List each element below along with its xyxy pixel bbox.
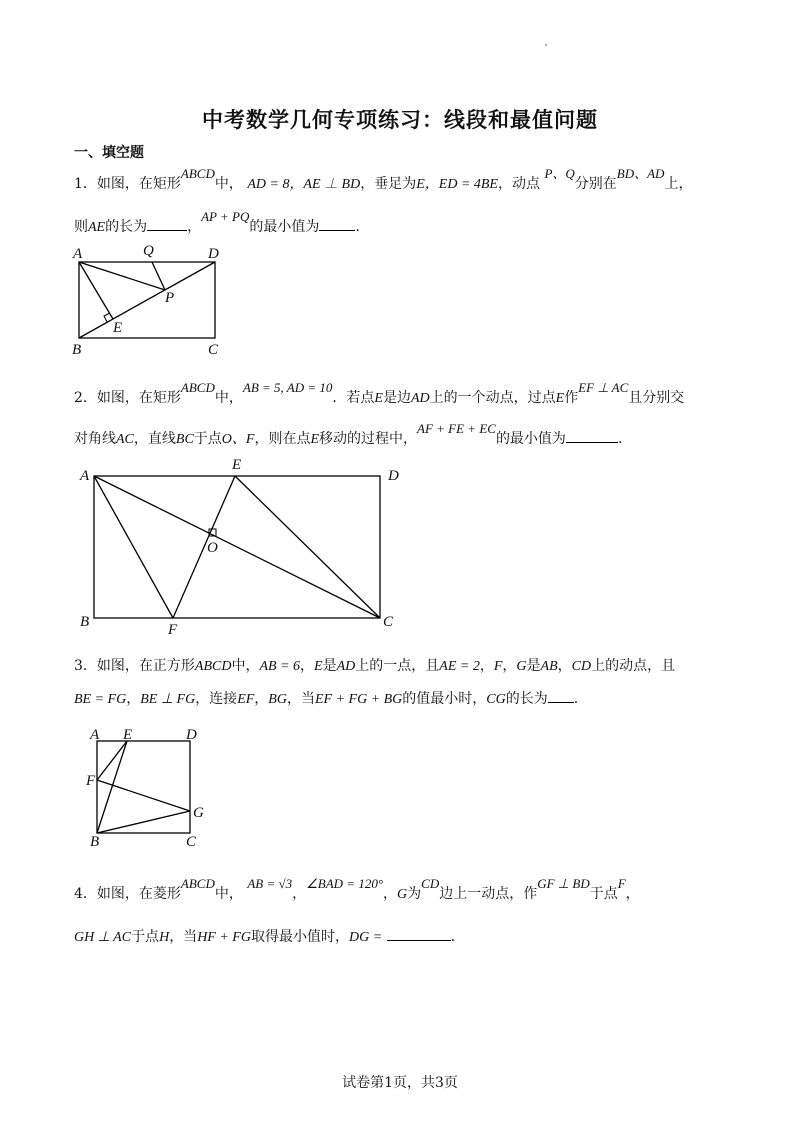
q4-line2: GH ⊥ AC于点H，当HF + FG取得最小值时，DG = . bbox=[74, 926, 455, 948]
q4-line1: 4．如图，在菱形ABCD中， AB = √3，∠BAD = 120°，G为CD边上一动点，作GF ⊥ BD于点F， bbox=[74, 876, 640, 902]
q1-label-e: E bbox=[113, 320, 123, 336]
section-heading: 一、填空题 bbox=[74, 145, 144, 161]
page-footer: 试卷第1页，共3页 bbox=[342, 1075, 458, 1091]
q2-line1: 2．如图，在矩形ABCD中，AB = 5, AD = 10．若点E是边AD上的一个动点，过点E作EF ⊥ AC且分别交 bbox=[74, 380, 685, 406]
q3-label-a: A bbox=[90, 727, 100, 743]
q3-label-b: B bbox=[90, 834, 100, 850]
q4-answer-blank[interactable] bbox=[387, 926, 451, 941]
q2-label-o: O bbox=[207, 540, 218, 556]
q1-label-a: A bbox=[73, 246, 83, 262]
q3-label-f: F bbox=[86, 773, 96, 789]
q3-label-c: C bbox=[186, 834, 197, 850]
q1-label-b: B bbox=[72, 342, 82, 358]
q2-label-c: C bbox=[383, 614, 394, 630]
q1-label-c: C bbox=[208, 342, 219, 358]
q1-line1: 1．如图，在矩形ABCD中， AD = 8，AE ⊥ BD，垂足为E，ED = 4BE，动点 P、Q分别在BD、AD上， bbox=[74, 166, 693, 192]
q1-label-q: Q bbox=[143, 243, 154, 259]
q3-label-d: D bbox=[186, 727, 197, 743]
q2-label-f: F bbox=[168, 622, 178, 638]
q2-label-b: B bbox=[80, 614, 90, 630]
q1-label-p: P bbox=[165, 290, 175, 306]
q2-label-d: D bbox=[388, 468, 399, 484]
q3-label-e: E bbox=[123, 727, 133, 743]
q3-label-g: G bbox=[193, 805, 204, 821]
q3-line2: BE = FG，BE ⊥ FG，连接EF，BG，当EF + FG + BG的值最小时，CG的长为 . bbox=[74, 688, 578, 710]
q1-line2: 则AE的长为 ，AP + PQ的最小值为 . bbox=[74, 209, 360, 235]
q2-label-e: E bbox=[232, 457, 242, 473]
q3-line1: 3．如图，在正方形ABCD中，AB = 6，E是AD上的一点，且AE = 2，F，G是AB，CD上的动点，且 bbox=[74, 658, 676, 674]
q2-line2: 对角线AC，直线BC于点O、F，则在点E移动的过程中，AF + FE + EC的最小值为 . bbox=[74, 421, 623, 447]
q2-label-a: A bbox=[80, 468, 90, 484]
q1-label-d: D bbox=[208, 246, 219, 262]
page-title: 中考数学几何专项练习：线段和最值问题 bbox=[202, 108, 598, 132]
